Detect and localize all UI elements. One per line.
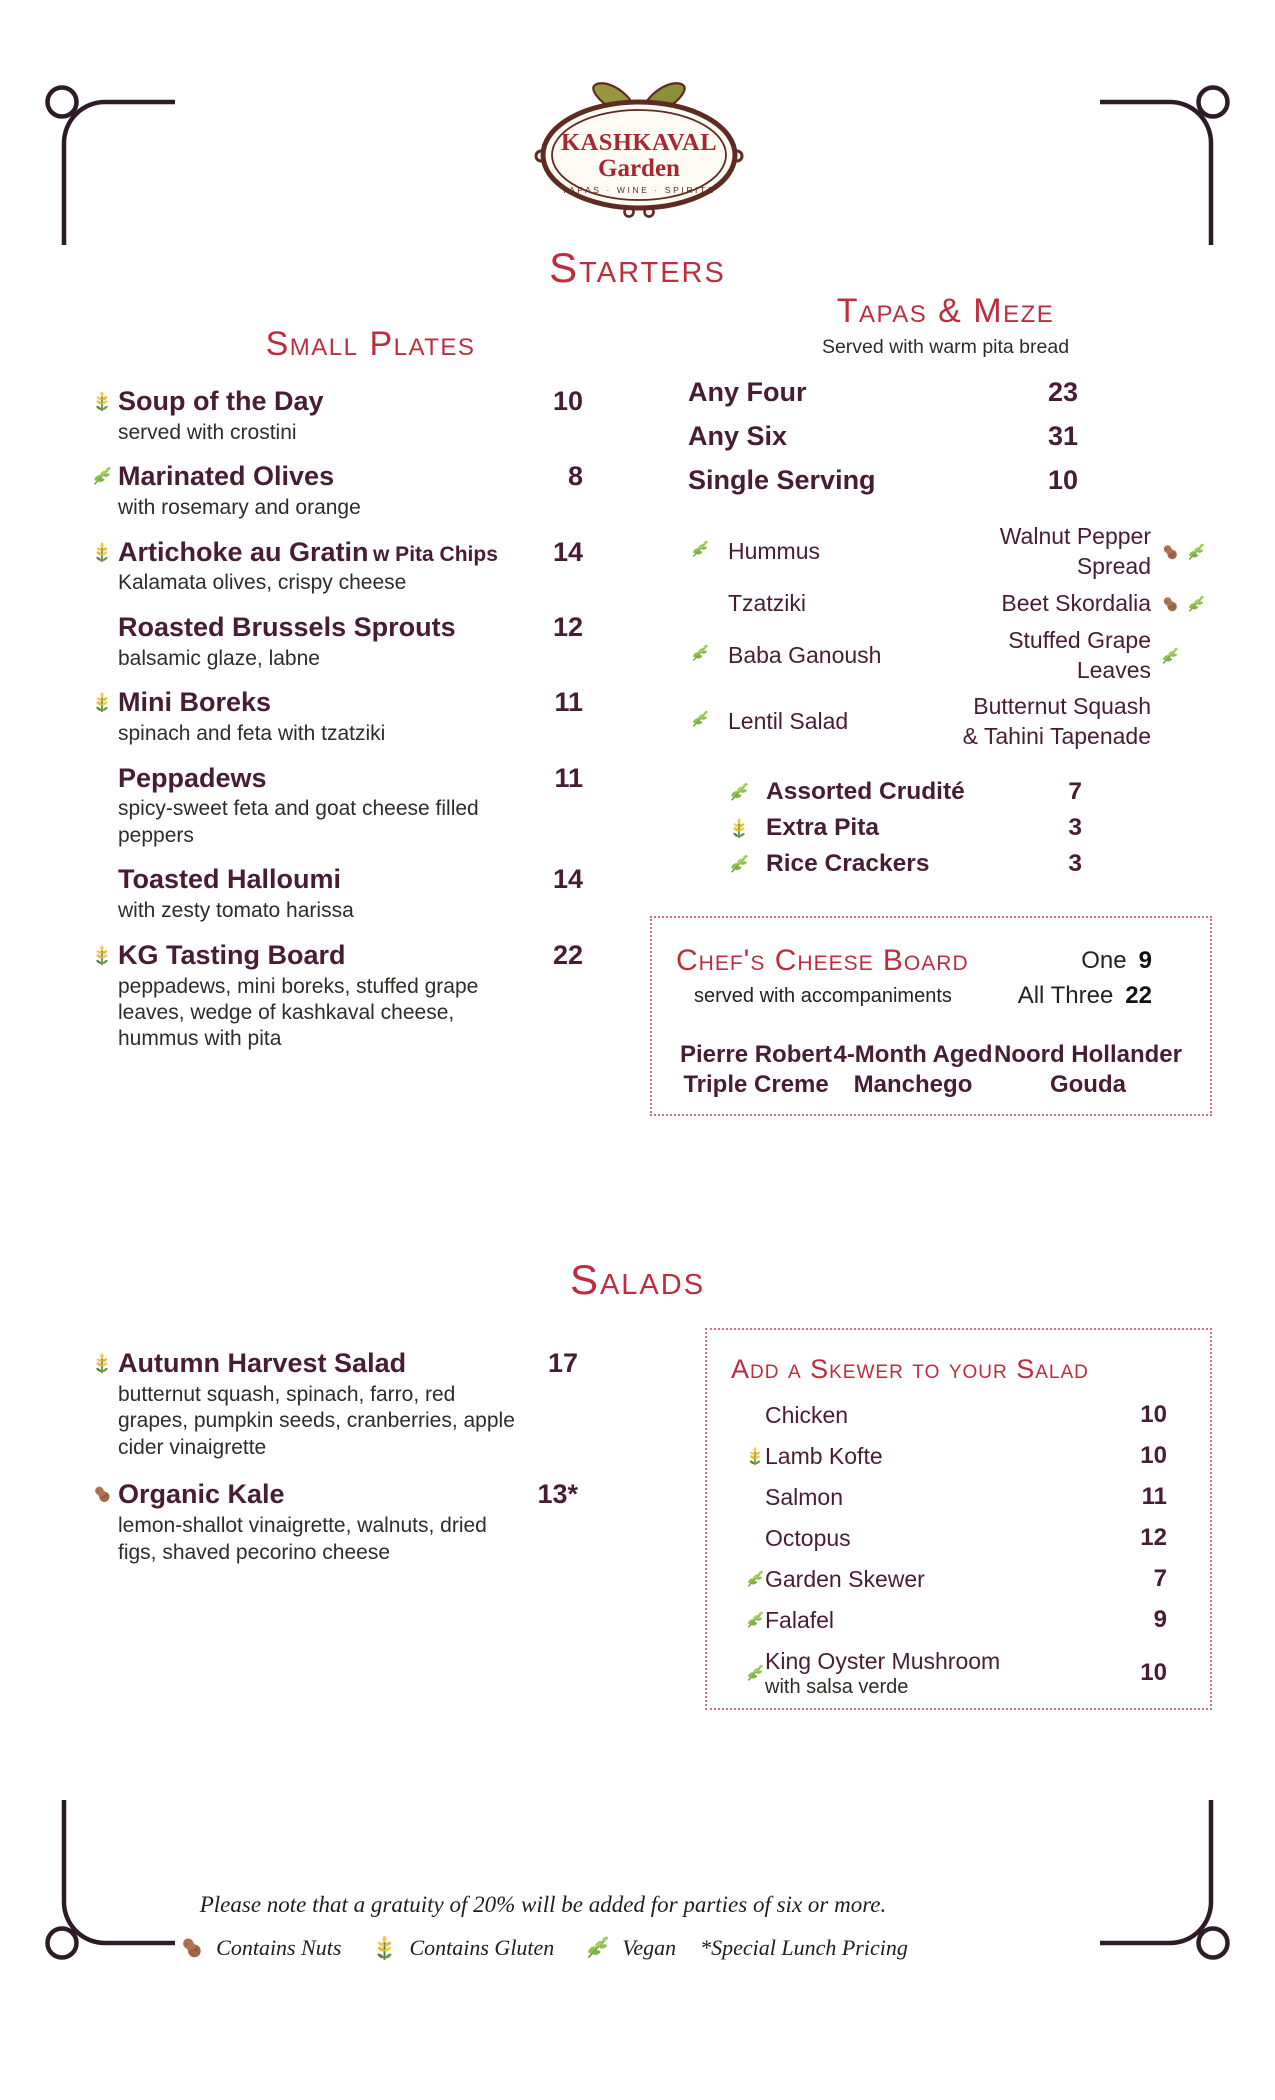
dish-price: 8: [567, 461, 583, 492]
pricing-value: 9: [1138, 947, 1152, 974]
dietary-icons: [690, 537, 728, 567]
skewer-item-row: [731, 1647, 1167, 1699]
skewer-item-row: [731, 1565, 1167, 1593]
dish-description: Kalamata olives, crispy cheese: [118, 571, 407, 595]
legend-item: [371, 1934, 554, 1961]
menu-item-row: [78, 386, 583, 446]
corner-ornament-top-left: [45, 85, 175, 245]
dietary-icons: [78, 687, 118, 747]
dish-price: 3: [1068, 850, 1082, 878]
cheese-name: 4-Month Aged Manchego: [833, 1040, 993, 1098]
nuts-icon: [91, 1483, 113, 1505]
special-pricing-note: *Special Lunch Pricing: [700, 1934, 908, 1960]
vegan-icon: [690, 709, 710, 729]
meze-item-name: Tzatziki: [728, 589, 806, 616]
corner-ornament-bottom-right: [1100, 1800, 1230, 1960]
dish-name: Rice Crackers: [766, 850, 930, 878]
menu-item-row: [78, 940, 583, 1053]
dish-price: 12: [1140, 1524, 1167, 1552]
dish-description: lemon-shallot vinaigrette, walnuts, dried figs, shaved pecorino cheese: [118, 1514, 487, 1564]
dish-description: with salsa verde: [765, 1676, 909, 1699]
menu-item-row: [78, 763, 583, 850]
pricing-value: 23: [1047, 377, 1078, 407]
dish-name: Lamb Kofte: [765, 1443, 883, 1470]
dietary-icons: [731, 1569, 765, 1589]
legend-label: Contains Gluten: [409, 1934, 555, 1960]
gluten-icon: [745, 1446, 765, 1466]
dish-price: 12: [552, 611, 583, 642]
dietary-icons: [78, 537, 118, 597]
vegan-icon: [584, 1934, 611, 1961]
menu-item-row: [78, 537, 583, 597]
dish-price: 10: [1140, 1659, 1167, 1687]
dish-name: Assorted Crudité: [766, 778, 965, 806]
dish-name: Soup of the Day: [118, 386, 324, 416]
logo-name-text: KASHKAVAL: [560, 129, 718, 156]
menu-item-row: [78, 1348, 578, 1461]
cheese-name: Noord Hollander Gouda: [993, 1040, 1182, 1098]
dietary-icons: [728, 817, 766, 839]
dish-price: 11: [554, 687, 583, 718]
tapas-pricing: [688, 377, 1078, 496]
nuts-icon: [1160, 542, 1180, 562]
menu-item-row: [78, 461, 583, 521]
pricing-row: [1018, 979, 1152, 1014]
dish-description: served with crostini: [118, 420, 297, 444]
logo-tagline-text: TAPAS · WINE · SPIRITS: [561, 185, 717, 195]
dish-price: 11: [554, 762, 583, 793]
dish-name: Mini Boreks: [118, 687, 272, 718]
dish-name: Artichoke au Gratin: [118, 536, 369, 567]
dish-name: Marinated Olives: [118, 461, 335, 492]
tapas-meze-section: [640, 292, 1215, 886]
dish-description: balsamic glaze, labne: [118, 646, 320, 670]
cheese-board-heading: Chef's Cheese Board: [676, 944, 969, 977]
dish-price: 3: [1068, 814, 1082, 842]
dish-name: KG Tasting Board: [118, 939, 346, 970]
legend-label: Contains Nuts: [216, 1934, 342, 1960]
dish-price: 22: [552, 939, 583, 970]
small-plates-section: [78, 325, 583, 1068]
dietary-legend: [0, 1934, 1086, 1961]
corner-ornament-top-right: [1100, 85, 1230, 245]
vegan-icon: [1186, 594, 1206, 614]
dish-name: King Oyster Mushroom: [765, 1648, 1001, 1675]
meze-item-name: Baba Ganoush: [728, 641, 882, 668]
dietary-icons: [728, 853, 766, 875]
dish-price: 9: [1153, 1606, 1167, 1634]
legend-icons: [371, 1934, 398, 1961]
skewer-item-row: [731, 1606, 1167, 1634]
vegan-icon: [728, 853, 750, 875]
dish-name: Salmon: [765, 1484, 843, 1511]
gratuity-note: Please note that a gratuity of 20% will be added for parties of six or more.: [199, 1892, 887, 1917]
meze-item-name: Butternut Squash & Tahini Tapenade: [962, 693, 1151, 750]
dish-price: 10: [552, 386, 583, 416]
cheese-board-pricing: [1018, 944, 1186, 1014]
dietary-icons: [78, 864, 118, 924]
restaurant-logo: [533, 76, 745, 218]
dietary-icons: [690, 707, 728, 737]
menu-item-row: [78, 687, 583, 747]
skewer-item-row: [731, 1524, 1167, 1552]
logo-script-text: Garden: [598, 155, 680, 182]
pricing-row: [688, 465, 1078, 496]
pricing-row: [688, 377, 1078, 408]
extra-item-row: [728, 778, 1082, 806]
extra-item-row: [728, 814, 1082, 842]
vegan-icon: [690, 539, 710, 559]
gluten-icon: [91, 691, 113, 713]
dietary-icons: [78, 386, 118, 446]
gluten-icon: [728, 817, 750, 839]
dish-name: Chicken: [765, 1402, 849, 1428]
vegan-icon: [690, 643, 710, 663]
salads-section: [78, 1348, 578, 1581]
dish-name: Falafel: [765, 1607, 835, 1634]
gluten-icon: [91, 541, 113, 563]
dietary-icons: [78, 940, 118, 1053]
meze-item-name: Walnut Pepper Spread: [999, 523, 1151, 579]
legend-label: Vegan: [622, 1934, 677, 1960]
dish-name: Garden Skewer: [765, 1566, 925, 1593]
dish-name: Roasted Brussels Sprouts: [118, 611, 456, 642]
dish-name: Organic Kale: [118, 1479, 285, 1510]
dish-name: Octopus: [765, 1525, 851, 1552]
pricing-row: [688, 421, 1078, 452]
dietary-icons: [1151, 594, 1215, 614]
vegan-icon: [745, 1663, 765, 1683]
pricing-row: [1018, 944, 1152, 979]
tapas-extras: [728, 778, 1082, 878]
dietary-icons: [731, 1663, 765, 1683]
meze-row: [640, 626, 1215, 686]
vegan-icon: [745, 1610, 765, 1630]
skewer-item-row: [731, 1442, 1167, 1470]
cheese-board-subtitle: served with accompaniments: [694, 985, 952, 1007]
dish-description: butternut squash, spinach, farro, red grapes, pumpkin seeds, cranberries, apple cider vinaigrette: [118, 1382, 515, 1459]
small-plates-heading: Small Plates: [265, 325, 476, 363]
cheese-name: Pierre Robert Triple Creme: [680, 1040, 833, 1098]
dish-name: Peppadews: [118, 762, 267, 793]
meze-row: [640, 692, 1215, 752]
pricing-label: One: [1081, 947, 1127, 974]
vegan-icon: [1186, 542, 1206, 562]
gluten-icon: [371, 1934, 398, 1961]
dish-price: 7: [1153, 1565, 1167, 1593]
menu-item-row: [78, 1479, 578, 1566]
nuts-icon: [1160, 594, 1180, 614]
meze-item-name: Lentil Salad: [728, 708, 849, 735]
dish-price: 10: [1140, 1442, 1167, 1470]
meze-item-name: Hummus: [728, 537, 821, 564]
meze-row: [640, 589, 1215, 619]
dish-price: 11: [1141, 1483, 1167, 1511]
dietary-icons: [78, 1479, 118, 1566]
starters-section-title: Starters: [549, 244, 726, 291]
vegan-icon: [91, 465, 113, 487]
meze-item-name: Stuffed Grape Leaves: [1008, 626, 1151, 683]
vegan-icon: [745, 1569, 765, 1589]
dietary-icons: [728, 781, 766, 803]
dish-description: with rosemary and orange: [118, 496, 361, 520]
pricing-label: All Three: [1017, 981, 1114, 1009]
dietary-icons: [78, 763, 118, 850]
meze-item-name: Beet Skordalia: [1001, 589, 1151, 616]
legend-item: [584, 1934, 676, 1961]
gluten-icon: [91, 390, 113, 412]
dish-price: 10: [1140, 1401, 1167, 1429]
dietary-icons: [78, 1348, 118, 1461]
skewer-item-row: [731, 1401, 1167, 1429]
tapas-meze-heading: Tapas & Meze: [836, 292, 1055, 330]
gluten-icon: [91, 1352, 113, 1374]
pricing-label: Single Serving: [688, 465, 876, 495]
dietary-icons: [1151, 542, 1215, 562]
pricing-value: 10: [1047, 465, 1078, 495]
legend-item: [178, 1934, 341, 1961]
dish-name-suffix: w Pita Chips: [373, 542, 498, 566]
dish-description: spinach and feta with tzatziki: [118, 722, 386, 746]
menu-item-row: [78, 864, 583, 924]
dish-name: Toasted Halloumi: [118, 864, 342, 895]
skewer-item-row: [731, 1483, 1167, 1511]
pricing-value: 22: [1125, 981, 1152, 1009]
dish-price: 7: [1068, 778, 1082, 806]
cheese-board-box: [650, 916, 1212, 1116]
dish-description: peppadews, mini boreks, stuffed grape leaves, wedge of kashkaval cheese, hummus with pita: [118, 974, 479, 1051]
dish-price: 17: [547, 1348, 578, 1378]
dietary-icons: [690, 641, 728, 671]
dietary-icons: [731, 1610, 765, 1630]
dietary-icons: [1151, 646, 1215, 666]
dietary-icons: [78, 612, 118, 672]
gluten-icon: [91, 944, 113, 966]
menu-item-row: [78, 612, 583, 672]
skewer-heading: Add a Skewer to your Salad: [731, 1354, 1089, 1384]
tapas-subtitle: Served with warm pita bread: [821, 336, 1070, 358]
nuts-icon: [178, 1934, 205, 1961]
dietary-icons: [78, 461, 118, 521]
meze-list: [640, 522, 1215, 752]
dish-name: Extra Pita: [766, 814, 880, 842]
legend-icons: [178, 1934, 205, 1961]
dish-price: 13*: [537, 1479, 578, 1510]
dish-description: with zesty tomato harissa: [118, 899, 354, 923]
dish-price: 14: [552, 536, 583, 567]
dietary-icons: [731, 1446, 765, 1466]
vegan-icon: [1160, 646, 1180, 666]
dish-description: spicy-sweet feta and goat cheese filled peppers: [118, 797, 479, 847]
meze-row: [640, 522, 1215, 582]
extra-item-row: [728, 850, 1082, 878]
vegan-icon: [728, 781, 750, 803]
salads-section-title: Salads: [569, 1256, 706, 1303]
pricing-value: 31: [1047, 421, 1078, 451]
dietary-icons: [690, 589, 728, 619]
pricing-label: Any Six: [688, 421, 788, 451]
pricing-label: Any Four: [688, 377, 807, 407]
legend-icons: [584, 1934, 611, 1961]
skewer-box: [705, 1328, 1212, 1710]
dish-price: 14: [552, 864, 583, 895]
dish-name: Autumn Harvest Salad: [118, 1348, 407, 1378]
